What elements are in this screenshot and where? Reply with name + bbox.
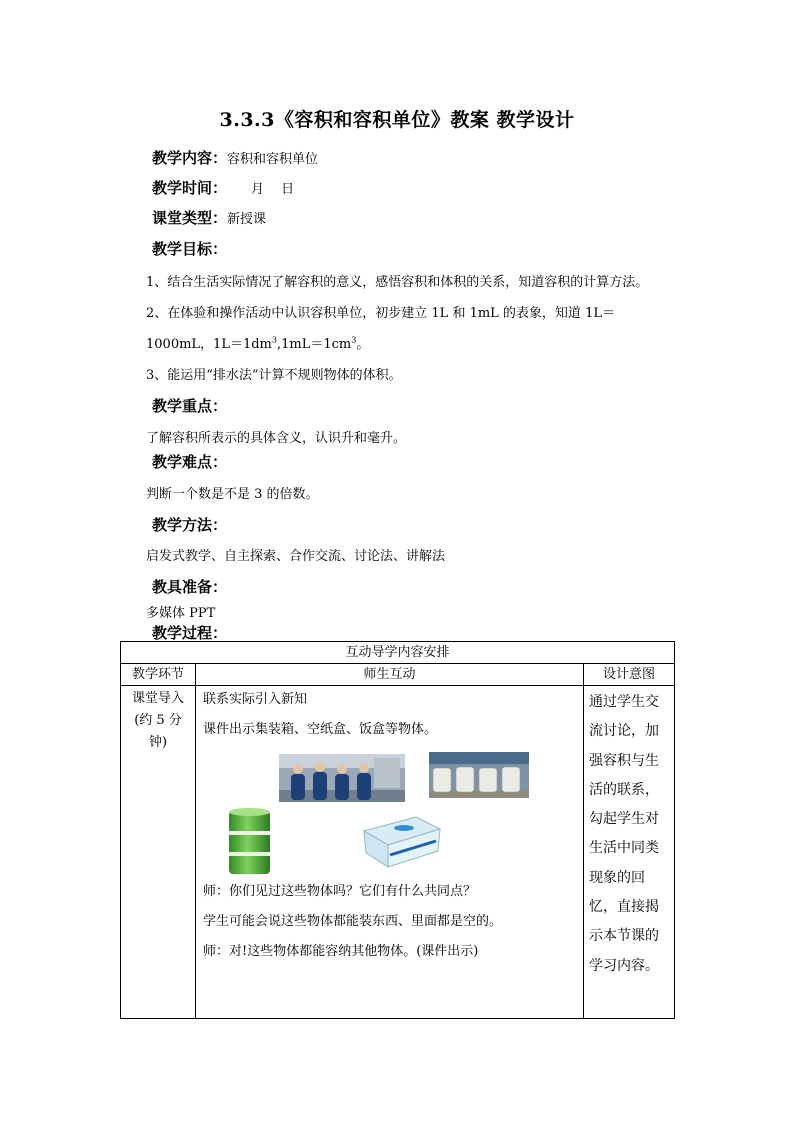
- objectives-label: 教学目标：: [152, 240, 228, 258]
- objective-item-2-continued: 1000mL，$1L=1dm^3,1mL=1cm^3$。: [146, 335, 370, 352]
- key-points-label: 教学重点：: [152, 397, 228, 415]
- content-label: 教学内容：: [152, 149, 228, 167]
- lunchbox-photo: [356, 811, 442, 869]
- content-row: [152, 147, 318, 168]
- header-stage: 教学环节: [121, 664, 196, 686]
- interaction-line: 师：对!这些物体都能容纳其他物体。(课件出示): [203, 944, 479, 959]
- tools-value: 多媒体 PPT: [146, 606, 216, 621]
- process-label: 教学过程：: [152, 624, 228, 642]
- difficulties-value: 判断一个数是不是 3 的倍数。: [146, 487, 319, 502]
- tools-label: 教具准备：: [152, 578, 228, 596]
- green-barrel-photo: [227, 807, 272, 877]
- objective-item-3: 3、能运用“排水法”计算不规则物体的体积。: [146, 368, 402, 383]
- class-type-label: 课堂类型：: [152, 209, 228, 227]
- methods-value: 启发式教学、自主探索、合作交流、讨论法、讲解法: [146, 549, 446, 564]
- interaction-line: 学生可能会说这些物体都能装东西、里面都是空的。: [203, 914, 503, 929]
- stage-line: (约 5 分: [134, 713, 182, 728]
- intent-cell: 通过学生交流讨论，加强容积与生活的联系，勾起学生对生活中同类现象的回忆，直接揭示本节课的学习内容。: [584, 686, 675, 1019]
- header-interaction: 师生互动: [196, 664, 584, 686]
- objective-item-2: 2、在体验和操作活动中认识容积单位，初步建立 1L 和 1mL 的表象，知道 1L＝: [146, 306, 615, 321]
- header-intent: 设计意图: [584, 664, 675, 686]
- difficulties-label: 教学难点：: [152, 453, 228, 471]
- images-area: [196, 748, 583, 880]
- document-title: 3.3.3《容积和容积单位》教案 教学设计: [219, 109, 575, 131]
- stage-line: 钟): [148, 735, 168, 750]
- objective-item-1: 1、结合生活实际情况了解容积的意义，感悟容积和体积的关系，知道容积的计算方法。: [146, 275, 649, 290]
- time-value: 月 日: [251, 182, 295, 197]
- class-type-value: 新授课: [227, 212, 267, 227]
- astronauts-photo: [279, 754, 405, 802]
- process-table: [120, 641, 675, 1019]
- tanks-photo: [429, 752, 529, 798]
- interaction-line: 课件出示集装箱、空纸盒、饭盒等物体。: [203, 722, 438, 737]
- methods-label: 教学方法：: [152, 516, 228, 534]
- key-points-value: 了解容积所表示的具体含义，认识升和毫升。: [146, 431, 407, 446]
- time-row: [152, 177, 294, 198]
- table-caption: 互动导学内容安排: [121, 642, 675, 664]
- interaction-line: 师：你们见过这些物体吗？它们有什么共同点？: [203, 884, 477, 899]
- stage-line: 课堂导入: [131, 691, 184, 706]
- stage-cell: [121, 686, 196, 1019]
- interaction-cell: [196, 686, 584, 1019]
- interaction-line: 联系实际引入新知: [203, 692, 308, 707]
- class-type-row: [152, 207, 266, 228]
- time-label: 教学时间：: [152, 179, 228, 197]
- content-value: 容积和容积单位: [227, 152, 319, 167]
